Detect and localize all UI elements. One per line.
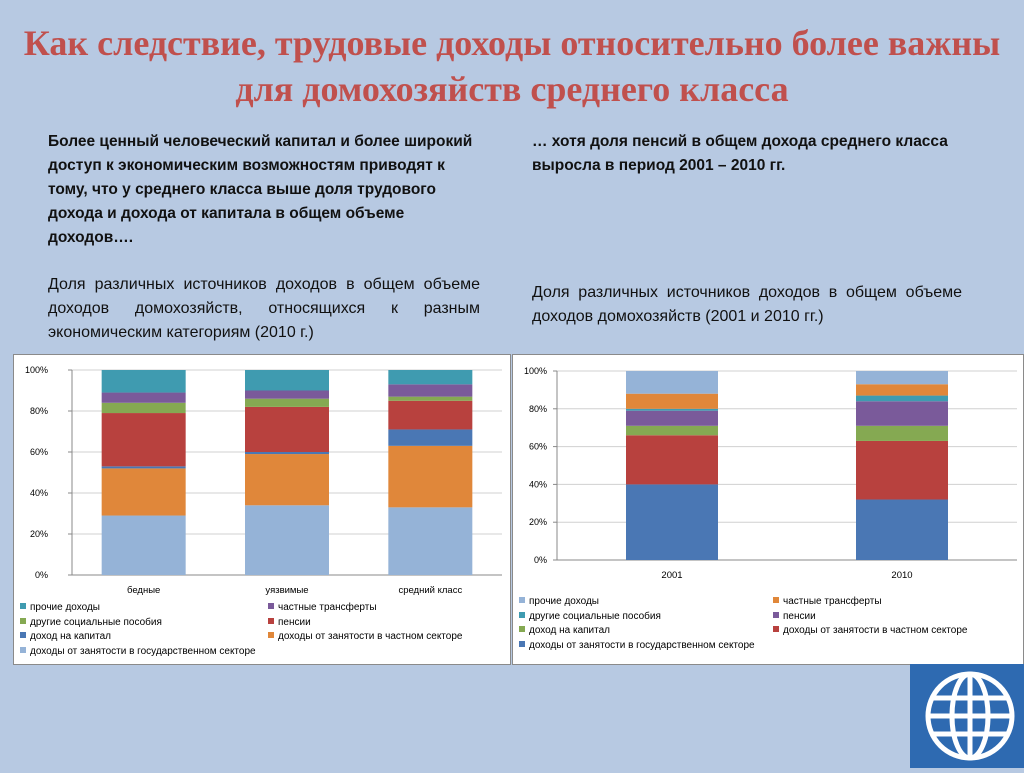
bar-segment-year-0 bbox=[626, 484, 718, 560]
legend-label: доходы от занятости в частном секторе bbox=[278, 631, 463, 642]
legend-item bbox=[268, 601, 377, 615]
bar-segment-class-0 bbox=[102, 516, 186, 575]
bar-segment-class-2 bbox=[388, 401, 472, 430]
legend-item bbox=[773, 610, 816, 624]
bar-segment-class-1 bbox=[245, 407, 329, 452]
legend-label: другие социальные пособия bbox=[30, 616, 162, 628]
legend-swatch bbox=[773, 626, 779, 632]
y-tick-label: 80% bbox=[528, 403, 547, 414]
bar-segment-class-2 bbox=[388, 370, 472, 384]
bar-segment-year-0 bbox=[626, 426, 718, 435]
legend-item bbox=[20, 645, 256, 659]
bar-segment-class-2 bbox=[388, 384, 472, 396]
bar-segment-year-0 bbox=[626, 409, 718, 411]
world-bank-logo bbox=[910, 664, 1024, 768]
left-lead-text: Более ценный человеческий капитал и более широкий доступ к экономическим возможностям приводят к тому, что у среднего класса выше доля трудового дохода и дохода от капитала в общем объеме доходов…. bbox=[48, 133, 473, 246]
legend-swatch bbox=[268, 632, 274, 638]
legend-label: доходы от занятости в государственном секторе bbox=[529, 639, 755, 651]
bar-segment-year-0 bbox=[626, 394, 718, 409]
legend-label: доходы от занятости в частном секторе bbox=[783, 625, 968, 636]
chart-income-by-year bbox=[512, 354, 1024, 665]
legend-swatch bbox=[773, 597, 779, 603]
legend-item bbox=[20, 616, 162, 630]
bar-segment-class-1 bbox=[245, 391, 329, 399]
legend-item bbox=[519, 595, 599, 609]
y-tick-label: 60% bbox=[528, 441, 547, 452]
bar-segment-class-0 bbox=[102, 468, 186, 515]
y-tick-label: 60% bbox=[29, 447, 48, 457]
bar-segment-class-0 bbox=[102, 403, 186, 413]
legend-item bbox=[519, 610, 661, 624]
legend-swatch bbox=[268, 603, 274, 609]
bar-segment-year-1 bbox=[856, 396, 948, 402]
legend-item bbox=[268, 630, 462, 644]
bar-segment-class-1 bbox=[245, 452, 329, 454]
left-chart-caption: Доля различных источников доходов в общем объеме доходов домохозяйств, относящихся к разным экономическим категориям (2010 г.) bbox=[48, 276, 480, 341]
legend-label: доходы от занятости в государственном секторе bbox=[30, 645, 256, 657]
globe-icon bbox=[910, 664, 1024, 768]
bar-segment-class-0 bbox=[102, 413, 186, 466]
legend-label: пенсии bbox=[783, 610, 816, 622]
page-title: Как следствие, трудовые доходы относительно более важны для домохозяйств среднего класса bbox=[23, 23, 1001, 109]
bar-segment-class-2 bbox=[388, 429, 472, 445]
y-tick-label: 0% bbox=[533, 555, 547, 565]
legend-swatch bbox=[519, 626, 525, 632]
legend-swatch bbox=[519, 641, 525, 647]
bar-segment-year-1 bbox=[856, 384, 948, 395]
bar-segment-class-1 bbox=[245, 370, 329, 391]
legend-swatch bbox=[20, 647, 26, 653]
legend-label: частные трансферты bbox=[783, 596, 882, 607]
legend-label: частные трансферты bbox=[278, 602, 377, 613]
y-tick-label: 0% bbox=[34, 570, 48, 580]
legend-swatch bbox=[773, 612, 779, 618]
legend-swatch bbox=[519, 612, 525, 618]
bar-segment-class-0 bbox=[102, 393, 186, 403]
y-tick-label: 40% bbox=[528, 479, 547, 490]
bar-segment-class-0 bbox=[102, 370, 186, 393]
x-tick-label: бедные bbox=[127, 585, 161, 596]
legend-item bbox=[268, 616, 311, 630]
legend-label: прочие доходы bbox=[30, 602, 100, 613]
x-tick-label: 2001 bbox=[661, 570, 683, 581]
bar-segment-class-0 bbox=[102, 466, 186, 468]
chart-income-by-class bbox=[13, 354, 511, 665]
y-tick-label: 20% bbox=[528, 517, 547, 528]
legend-label: доход на капитал bbox=[30, 631, 112, 642]
right-chart-caption: Доля различных источников доходов в общем объеме доходов домохозяйств (2001 и 2010 гг.) bbox=[532, 284, 962, 325]
legend-item bbox=[773, 595, 882, 609]
legend-item bbox=[20, 601, 100, 615]
bar-segment-class-2 bbox=[388, 446, 472, 508]
legend-item bbox=[20, 630, 111, 644]
bar-segment-class-1 bbox=[245, 505, 329, 575]
y-tick-label: 80% bbox=[29, 406, 48, 416]
legend-label: доход на капитал bbox=[529, 625, 611, 636]
bar-segment-class-1 bbox=[245, 399, 329, 407]
legend-swatch bbox=[20, 603, 26, 609]
bar-segment-year-0 bbox=[626, 371, 718, 394]
legend-label: другие социальные пособия bbox=[529, 610, 661, 622]
legend-label: пенсии bbox=[278, 616, 311, 628]
bar-segment-year-1 bbox=[856, 500, 948, 560]
x-tick-label: 2010 bbox=[891, 570, 913, 581]
bar-segment-year-0 bbox=[626, 435, 718, 484]
bar-segment-year-1 bbox=[856, 371, 948, 384]
y-tick-label: 20% bbox=[29, 529, 48, 539]
y-tick-label: 100% bbox=[24, 365, 48, 375]
bar-segment-class-2 bbox=[388, 507, 472, 575]
x-tick-label: средний класс bbox=[398, 585, 463, 596]
right-lead-text: … хотя доля пенсий в общем дохода среднего класса выросла в период 2001 – 2010 гг. bbox=[532, 133, 948, 174]
legend-item bbox=[519, 624, 610, 638]
x-tick-label: уязвимые bbox=[265, 585, 309, 596]
legend-swatch bbox=[20, 618, 26, 624]
legend-item bbox=[773, 624, 967, 638]
legend-item bbox=[519, 639, 755, 653]
bar-segment-year-1 bbox=[856, 441, 948, 500]
bar-segment-class-2 bbox=[388, 397, 472, 401]
legend-label: прочие доходы bbox=[529, 596, 599, 607]
legend-swatch bbox=[268, 618, 274, 624]
bar-segment-class-1 bbox=[245, 454, 329, 505]
bar-segment-year-1 bbox=[856, 401, 948, 426]
y-tick-label: 100% bbox=[523, 366, 547, 376]
legend-swatch bbox=[20, 632, 26, 638]
y-tick-label: 40% bbox=[29, 488, 48, 498]
bar-segment-year-1 bbox=[856, 426, 948, 441]
bar-segment-year-0 bbox=[626, 411, 718, 426]
legend-swatch bbox=[519, 597, 525, 603]
